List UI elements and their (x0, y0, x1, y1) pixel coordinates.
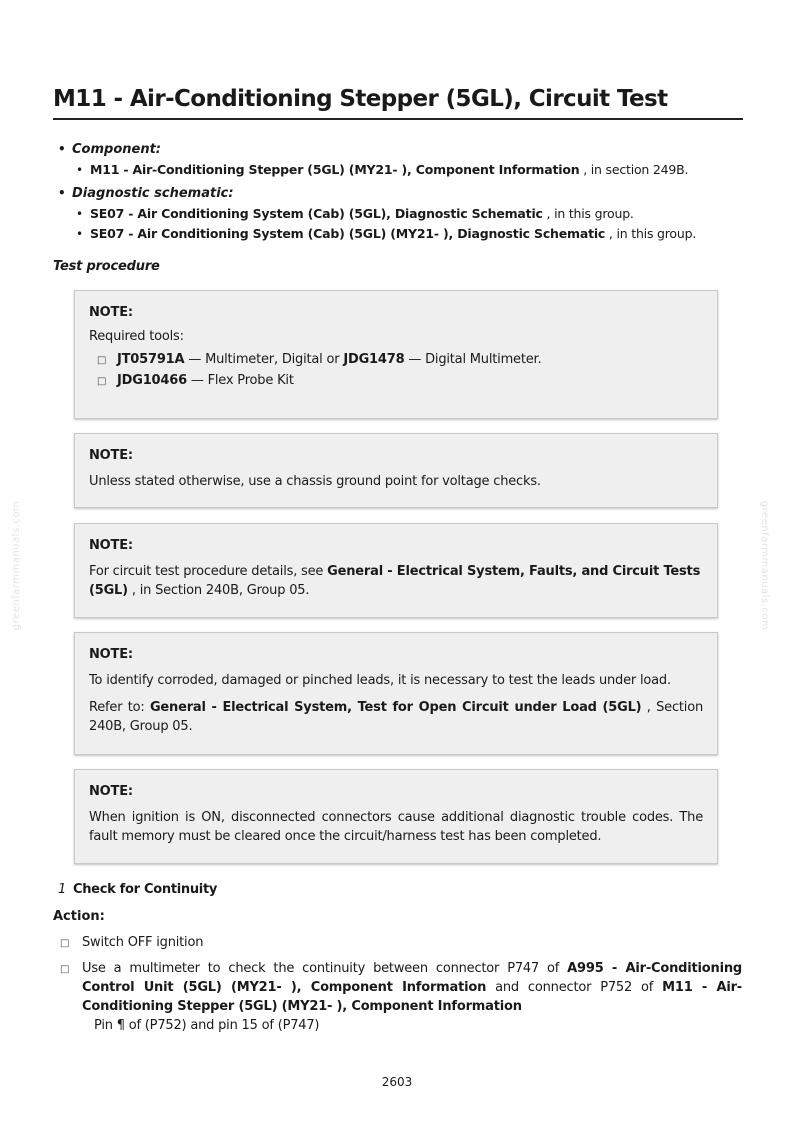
note-heading: NOTE: (89, 305, 133, 320)
diagnostic-label: Diagnostic schematic: (72, 186, 234, 201)
page-number: 2603 (381, 1075, 413, 1089)
diagnostic-ref (76, 206, 748, 221)
checkbox-icon: □ (60, 938, 70, 949)
tool-text: — Flex Probe Kit (186, 373, 294, 388)
tool-item (97, 373, 703, 388)
tool-text: — Digital Multimeter. (404, 352, 542, 367)
note-heading: NOTE: (89, 538, 133, 553)
note-text: Refer to: General - Electrical System, Test for Open Circuit under Load (5GL) , Section 240B, Group 05. (89, 700, 704, 734)
open-circuit-test-link[interactable]: General - Electrical System, Test for Open Circuit under Load (5GL) (149, 700, 642, 715)
diagnostic-ref-tail: , in this group. (542, 206, 634, 221)
component-ref (76, 162, 748, 177)
diagnostic-ref-tail: , in this group. (605, 226, 697, 241)
bullet-icon: • (58, 186, 66, 200)
note-required-tools (74, 290, 718, 419)
component-heading (58, 142, 748, 157)
diagnostic-ref-link[interactable]: SE07 - Air Conditioning System (Cab) (5GL) (MY21- ), Diagnostic Schematic (90, 226, 606, 241)
note-heading: NOTE: (89, 647, 133, 662)
diagnostic-ref (76, 226, 748, 241)
action-text: Switch OFF ignition (82, 935, 204, 950)
action-item (60, 933, 742, 953)
checkbox-icon: □ (97, 355, 107, 366)
checkbox-icon: □ (97, 376, 107, 387)
note-ignition (74, 769, 718, 864)
action-list (60, 933, 742, 1035)
bullet-icon: • (76, 163, 83, 177)
component-ref-tail: , in section 249B. (579, 162, 689, 177)
note-text: Unless stated otherwise, use a chassis ground point for voltage checks. (89, 474, 541, 489)
note-text: To identify corroded, damaged or pinched leads, it is necessary to test the leads under load. (89, 673, 671, 688)
component-ref-link[interactable]: M11 - Air-Conditioning Stepper (5GL) (MY21- ), Component Information (90, 162, 580, 177)
note-heading: NOTE: (89, 784, 133, 799)
diagnostic-heading (58, 186, 748, 201)
note-heading: NOTE: (89, 448, 133, 463)
watermark-right: greenfarmmanuals.com (759, 500, 771, 631)
note-text: For circuit test procedure details, see General - Electrical System, Faults, and Circuit Tests (5GL) , in Section 240B, Group 05. (89, 564, 701, 598)
step-number: 1 (58, 882, 66, 897)
note-ground-point (74, 433, 718, 508)
stepper-component-link[interactable]: M11 - Air-Conditioning Stepper (5GL) (MY21- ), Component Information (82, 980, 742, 1014)
bullet-icon: • (76, 227, 83, 241)
page-title: M11 - Air-Conditioning Stepper (5GL), Circuit Test (53, 86, 743, 120)
step-heading (58, 882, 217, 897)
diagnostic-ref-link[interactable]: SE07 - Air Conditioning System (Cab) (5GL), Diagnostic Schematic (90, 206, 543, 221)
action-item (60, 959, 742, 1016)
note-circuit-details (74, 523, 718, 618)
component-label: Component: (72, 142, 161, 157)
bullet-icon: • (76, 207, 83, 221)
note-leads-under-load (74, 632, 718, 755)
control-unit-link[interactable]: A995 - Air-Conditioning Control Unit (5GL) (MY21- ), Component Information (82, 961, 742, 995)
tool-code[interactable]: JT05791A (117, 352, 185, 367)
electrical-faults-link[interactable]: General - Electrical System, Faults, and Circuit Tests (5GL) (89, 564, 701, 598)
pin-instruction: Pin ¶ of (P752) and pin 15 of (P747) (94, 1018, 320, 1033)
bullet-icon: • (58, 142, 66, 156)
action-text: Use a multimeter to check the continuity between connector P747 of A995 - Air-Conditioning Control Unit (5GL) (MY21- ), Component Information and connector P752 of M11 - Air-Conditioning Stepper (5GL) (MY21- ), Component Information (82, 961, 742, 1014)
checkbox-icon: □ (60, 964, 70, 975)
tool-text: — Multimeter, Digital or (184, 352, 344, 367)
note-text: When ignition is ON, disconnected connectors cause additional diagnostic trouble codes. The fault memory must be cleared once the circuit/harness test has been completed. (89, 810, 703, 844)
step-title: Check for Continuity (72, 882, 218, 897)
reference-list (58, 140, 748, 241)
tool-code[interactable]: JDG1478 (343, 352, 405, 367)
watermark-left: greenfarmmanuals.com (11, 500, 23, 631)
test-procedure-heading: Test procedure (53, 259, 160, 274)
note-text: Required tools: (89, 329, 184, 344)
tool-code[interactable]: JDG10466 (117, 373, 187, 388)
tool-item (97, 352, 703, 367)
action-label: Action: (53, 909, 105, 924)
